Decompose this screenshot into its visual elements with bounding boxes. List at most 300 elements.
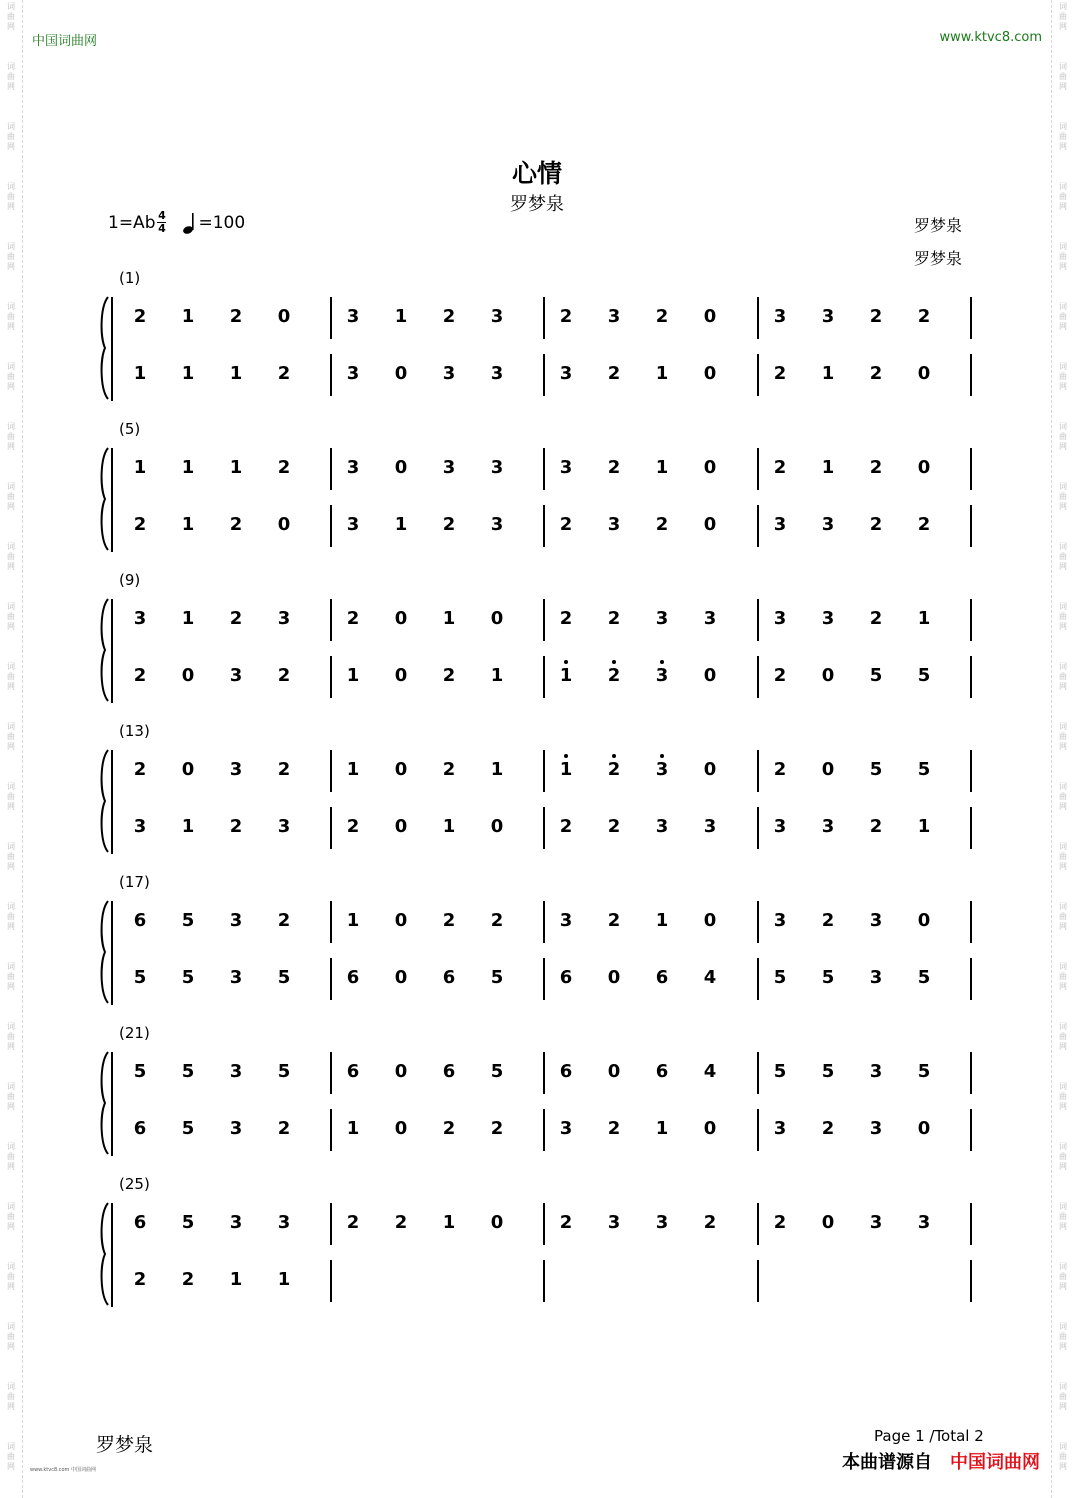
barline: [970, 807, 972, 849]
lower-staff-note: 5: [917, 967, 931, 988]
upper-staff-note: 2: [277, 910, 291, 931]
upper-staff-note: 0: [917, 457, 931, 478]
system-start-barline: [111, 448, 113, 552]
score-system: [0, 416, 1074, 556]
barline: [757, 599, 759, 641]
lower-staff-note: 3: [559, 1118, 573, 1139]
upper-staff-note: 6: [133, 1212, 147, 1233]
watermark-glyphs: 词 曲 网: [1059, 1082, 1067, 1111]
upper-staff-note: 3: [869, 1061, 883, 1082]
lower-staff-note: 3: [703, 816, 717, 837]
upper-staff-note: 3: [917, 1212, 931, 1233]
lower-staff-note: 5: [773, 967, 787, 988]
barline: [970, 958, 972, 1000]
upper-staff-note: 2: [917, 306, 931, 327]
score-system: [0, 869, 1074, 1009]
watermark-glyphs: 词 曲 网: [7, 842, 15, 871]
lower-staff-note: 5: [181, 1118, 195, 1139]
header-site-name[interactable]: 中国词曲网: [32, 34, 98, 49]
lower-staff-note: 3: [442, 363, 456, 384]
watermark-glyphs: 词 曲 网: [7, 1082, 15, 1111]
watermark-glyphs: 词 曲 网: [7, 722, 15, 751]
barline: [757, 448, 759, 490]
upper-staff-note: 3: [559, 910, 573, 931]
lower-staff-note: 2: [655, 514, 669, 535]
tempo-marking: =100: [198, 212, 246, 233]
lower-staff-note: 2: [821, 1118, 835, 1139]
score-system: [0, 1020, 1074, 1160]
lower-staff-note: 2: [869, 816, 883, 837]
barline: [330, 354, 332, 396]
upper-staff-note: 6: [655, 1061, 669, 1082]
upper-staff-note: 3: [869, 1212, 883, 1233]
lower-staff-note: 3: [773, 1118, 787, 1139]
score-system: [0, 567, 1074, 707]
lower-staff-note: 0: [394, 816, 408, 837]
watermark-glyphs: 词 曲 网: [7, 122, 15, 151]
lower-staff-note: 2: [607, 363, 621, 384]
watermark-glyphs: 词 曲 网: [7, 1022, 15, 1051]
lower-staff-note: 1: [490, 665, 504, 686]
watermark-glyphs: 词 曲 网: [1059, 602, 1067, 631]
lower-staff-note: 0: [703, 1118, 717, 1139]
upper-staff-note: 5: [277, 1061, 291, 1082]
barline: [970, 750, 972, 792]
lower-staff-note: 2: [277, 363, 291, 384]
watermark-glyphs: 词 曲 网: [7, 302, 15, 331]
upper-staff-note: 3: [229, 910, 243, 931]
watermark-glyphs: 词 曲 网: [7, 1382, 15, 1411]
lower-staff-note: 2: [773, 665, 787, 686]
barline: [757, 505, 759, 547]
barline: [970, 505, 972, 547]
lower-staff-note: 2: [181, 1269, 195, 1290]
lower-staff-note: 1: [442, 816, 456, 837]
lower-staff-note: 2: [607, 665, 621, 686]
watermark-glyphs: 词 曲 网: [7, 422, 15, 451]
upper-staff-note: 2: [655, 306, 669, 327]
watermark-glyphs: 词 曲 网: [1059, 422, 1067, 451]
lower-staff-note: 1: [133, 363, 147, 384]
lower-staff-note: 2: [277, 665, 291, 686]
measure-number: (9): [119, 571, 141, 589]
upper-staff-note: 0: [703, 306, 717, 327]
high-octave-dot: [612, 660, 616, 664]
upper-staff-note: 5: [773, 1061, 787, 1082]
watermark-glyphs: 词 曲 网: [7, 1262, 15, 1291]
barline: [757, 1109, 759, 1151]
upper-staff-note: 3: [607, 306, 621, 327]
watermark-glyphs: 词 曲 网: [7, 1142, 15, 1171]
lower-staff-note: 5: [869, 665, 883, 686]
upper-staff-note: 0: [821, 1212, 835, 1233]
lower-staff-note: 0: [394, 967, 408, 988]
lower-staff-note: 5: [277, 967, 291, 988]
header-site-url[interactable]: www.ktvc8.com: [939, 30, 1042, 45]
lower-staff-note: 1: [394, 514, 408, 535]
watermark-glyphs: 词 曲 网: [1059, 1142, 1067, 1171]
system-start-barline: [111, 599, 113, 703]
system-brace: [96, 446, 112, 552]
lower-staff-note: 2: [133, 1269, 147, 1290]
upper-staff-note: 2: [607, 608, 621, 629]
watermark-glyphs: 词 曲 网: [1059, 1322, 1067, 1351]
lower-staff-note: 1: [346, 1118, 360, 1139]
watermark-glyphs: 词 曲 网: [1059, 722, 1067, 751]
barline: [330, 901, 332, 943]
upper-staff-note: 2: [559, 306, 573, 327]
system-brace: [96, 597, 112, 703]
watermark-glyphs: 词 曲 网: [7, 2, 15, 31]
watermark-glyphs: 词 曲 网: [7, 782, 15, 811]
measure-number: (17): [119, 873, 150, 891]
upper-staff-note: 5: [133, 1061, 147, 1082]
lower-staff-note: 0: [703, 363, 717, 384]
upper-staff-note: 1: [655, 910, 669, 931]
upper-staff-note: 3: [821, 608, 835, 629]
lower-staff-note: 3: [490, 363, 504, 384]
lower-staff-note: 3: [773, 816, 787, 837]
watermark-glyphs: 词 曲 网: [1059, 242, 1067, 271]
barline: [543, 1109, 545, 1151]
upper-staff-note: 3: [655, 608, 669, 629]
lower-staff-note: 2: [773, 363, 787, 384]
high-octave-dot: [660, 660, 664, 664]
lower-staff-note: 3: [133, 816, 147, 837]
barline: [757, 958, 759, 1000]
barline: [543, 448, 545, 490]
lower-staff-note: 2: [346, 816, 360, 837]
lower-staff-note: 0: [917, 363, 931, 384]
score-system: [0, 265, 1074, 405]
system-brace: [96, 295, 112, 401]
system-brace: [96, 748, 112, 854]
barline: [330, 807, 332, 849]
system-start-barline: [111, 1052, 113, 1156]
barline: [543, 807, 545, 849]
lower-staff-note: 2: [869, 363, 883, 384]
lower-staff-note: 5: [181, 967, 195, 988]
lower-staff-note: 6: [442, 967, 456, 988]
lower-staff-note: 0: [490, 816, 504, 837]
barline: [543, 1052, 545, 1094]
barline: [757, 901, 759, 943]
lower-staff-note: 3: [229, 1118, 243, 1139]
lower-staff-note: 1: [655, 363, 669, 384]
lower-staff-note: 1: [181, 816, 195, 837]
time-signature-bottom: 4: [158, 222, 166, 235]
lower-staff-note: 3: [655, 665, 669, 686]
lower-staff-note: 0: [821, 665, 835, 686]
upper-staff-note: 1: [490, 759, 504, 780]
source-brand[interactable]: 中国词曲网: [950, 1452, 1040, 1473]
watermark-glyphs: 词 曲 网: [7, 362, 15, 391]
upper-staff-note: 2: [346, 608, 360, 629]
measure-number: (25): [119, 1175, 150, 1193]
upper-staff-note: 1: [655, 457, 669, 478]
upper-staff-note: 0: [490, 1212, 504, 1233]
upper-staff-note: 4: [703, 1061, 717, 1082]
lower-staff-note: 6: [655, 967, 669, 988]
barline: [757, 1052, 759, 1094]
upper-staff-note: 2: [442, 306, 456, 327]
score-system: [0, 1171, 1074, 1311]
upper-staff-note: 1: [821, 457, 835, 478]
upper-staff-note: 0: [394, 910, 408, 931]
lower-staff-note: 3: [869, 967, 883, 988]
barline: [330, 448, 332, 490]
watermark-glyphs: 词 曲 网: [1059, 542, 1067, 571]
key-signature: 1=Ab: [108, 212, 156, 233]
upper-staff-note: 3: [229, 759, 243, 780]
upper-staff-note: 3: [773, 910, 787, 931]
upper-staff-note: 2: [490, 910, 504, 931]
lower-staff-note: 2: [559, 816, 573, 837]
upper-staff-note: 1: [181, 306, 195, 327]
barline: [970, 1109, 972, 1151]
watermark-glyphs: 词 曲 网: [1059, 122, 1067, 151]
lower-staff-note: 2: [917, 514, 931, 535]
lower-staff-note: 3: [346, 363, 360, 384]
watermark-glyphs: 词 曲 网: [1059, 482, 1067, 511]
barline: [543, 958, 545, 1000]
song-subtitle: 罗梦泉: [510, 194, 564, 215]
watermark-glyphs: 词 曲 网: [1059, 302, 1067, 331]
watermark-glyphs: 词 曲 网: [1059, 662, 1067, 691]
upper-staff-note: 0: [181, 759, 195, 780]
barline: [543, 354, 545, 396]
upper-staff-note: 5: [869, 759, 883, 780]
lower-staff-note: 0: [394, 1118, 408, 1139]
upper-staff-note: 3: [277, 608, 291, 629]
watermark-glyphs: 词 曲 网: [1059, 62, 1067, 91]
upper-staff-note: 5: [181, 1061, 195, 1082]
system-brace: [96, 899, 112, 1005]
measure-number: (5): [119, 420, 141, 438]
lower-staff-note: 2: [607, 1118, 621, 1139]
lower-staff-note: 1: [181, 363, 195, 384]
lower-staff-note: 5: [490, 967, 504, 988]
upper-staff-note: 0: [821, 759, 835, 780]
lower-staff-note: 2: [869, 514, 883, 535]
upper-staff-note: 1: [181, 457, 195, 478]
upper-staff-note: 1: [133, 457, 147, 478]
lower-staff-note: 2: [607, 816, 621, 837]
upper-staff-note: 5: [821, 1061, 835, 1082]
upper-staff-note: 1: [559, 759, 573, 780]
barline: [757, 656, 759, 698]
upper-staff-note: 0: [394, 608, 408, 629]
upper-staff-note: 5: [181, 1212, 195, 1233]
upper-staff-note: 1: [394, 306, 408, 327]
upper-staff-note: 0: [277, 306, 291, 327]
upper-staff-note: 3: [229, 1061, 243, 1082]
watermark-glyphs: 词 曲 网: [1059, 1202, 1067, 1231]
upper-staff-note: 2: [229, 306, 243, 327]
upper-staff-note: 0: [394, 759, 408, 780]
upper-staff-note: 5: [490, 1061, 504, 1082]
lower-staff-note: 1: [821, 363, 835, 384]
watermark-glyphs: 词 曲 网: [1059, 782, 1067, 811]
watermark-glyphs: 词 曲 网: [1059, 2, 1067, 31]
lower-staff-note: 2: [559, 514, 573, 535]
lower-staff-note: 2: [229, 816, 243, 837]
upper-staff-note: 2: [394, 1212, 408, 1233]
measure-number: (21): [119, 1024, 150, 1042]
upper-staff-note: 3: [346, 306, 360, 327]
lower-staff-note: 3: [277, 816, 291, 837]
upper-staff-note: 3: [229, 1212, 243, 1233]
watermark-glyphs: 词 曲 网: [7, 62, 15, 91]
upper-staff-note: 0: [703, 759, 717, 780]
watermark-glyphs: 词 曲 网: [7, 962, 15, 991]
barline: [543, 901, 545, 943]
high-octave-dot: [564, 754, 568, 758]
measure-number: (13): [119, 722, 150, 740]
lower-staff-note: 2: [133, 514, 147, 535]
lower-staff-note: 3: [655, 816, 669, 837]
key-signature-line: [108, 210, 245, 235]
upper-staff-note: 0: [703, 457, 717, 478]
upper-staff-note: 6: [559, 1061, 573, 1082]
upper-staff-note: 3: [821, 306, 835, 327]
watermark-glyphs: 词 曲 网: [7, 542, 15, 571]
score-system: [0, 718, 1074, 858]
lower-staff-note: 2: [133, 665, 147, 686]
watermark-glyphs: 词 曲 网: [7, 182, 15, 211]
upper-staff-note: 2: [442, 759, 456, 780]
lower-staff-note: 3: [229, 665, 243, 686]
upper-staff-note: 2: [133, 759, 147, 780]
lower-staff-note: 1: [917, 816, 931, 837]
upper-staff-note: 0: [607, 1061, 621, 1082]
lower-staff-note: 1: [559, 665, 573, 686]
upper-staff-note: 1: [229, 457, 243, 478]
barline: [330, 599, 332, 641]
upper-staff-note: 1: [442, 608, 456, 629]
upper-staff-note: 3: [655, 1212, 669, 1233]
upper-staff-note: 0: [394, 457, 408, 478]
footer-composer: 罗梦泉: [96, 1434, 154, 1456]
upper-staff-note: 2: [773, 457, 787, 478]
upper-staff-note: 2: [821, 910, 835, 931]
song-title: 心情: [511, 159, 562, 188]
barline: [330, 297, 332, 339]
lower-staff-note: 1: [181, 514, 195, 535]
barline: [970, 599, 972, 641]
lower-staff-note: 5: [821, 967, 835, 988]
upper-staff-note: 5: [917, 759, 931, 780]
system-start-barline: [111, 1203, 113, 1307]
lower-staff-note: 0: [394, 363, 408, 384]
upper-staff-note: 1: [346, 910, 360, 931]
upper-staff-note: 3: [703, 608, 717, 629]
tiny-url: www.ktvc8.com 中国词曲网: [30, 1467, 97, 1473]
lower-staff-note: 1: [229, 363, 243, 384]
lower-staff-note: 0: [703, 665, 717, 686]
barline: [757, 297, 759, 339]
watermark-glyphs: 词 曲 网: [1059, 962, 1067, 991]
upper-staff-note: 3: [277, 1212, 291, 1233]
barline: [543, 505, 545, 547]
lyricist-credit: 罗梦泉: [913, 216, 962, 235]
high-octave-dot: [612, 754, 616, 758]
upper-staff-note: 3: [442, 457, 456, 478]
barline: [330, 750, 332, 792]
barline: [757, 354, 759, 396]
barline: [970, 354, 972, 396]
barline: [970, 1260, 972, 1302]
high-octave-dot: [660, 754, 664, 758]
upper-staff-note: 3: [869, 910, 883, 931]
lower-staff-note: 3: [559, 363, 573, 384]
barline: [543, 656, 545, 698]
lower-staff-note: 1: [655, 1118, 669, 1139]
system-brace: [96, 1201, 112, 1307]
barline: [330, 505, 332, 547]
watermark-glyphs: 词 曲 网: [7, 902, 15, 931]
lower-staff-note: 1: [346, 665, 360, 686]
upper-staff-note: 6: [442, 1061, 456, 1082]
upper-staff-note: 0: [490, 608, 504, 629]
lower-staff-note: 2: [277, 1118, 291, 1139]
barline: [757, 750, 759, 792]
lower-staff-note: 2: [442, 514, 456, 535]
watermark-glyphs: 词 曲 网: [1059, 1262, 1067, 1291]
lower-staff-note: 1: [229, 1269, 243, 1290]
watermark-glyphs: 词 曲 网: [1059, 1442, 1067, 1471]
upper-staff-note: 0: [917, 910, 931, 931]
lower-staff-note: 3: [346, 514, 360, 535]
watermark-glyphs: 词 曲 网: [7, 1322, 15, 1351]
system-start-barline: [111, 297, 113, 401]
lower-staff-note: 0: [703, 514, 717, 535]
upper-staff-note: 2: [277, 457, 291, 478]
lower-staff-note: 3: [490, 514, 504, 535]
system-start-barline: [111, 750, 113, 854]
watermark-glyphs: 词 曲 网: [1059, 902, 1067, 931]
lower-staff-note: 0: [917, 1118, 931, 1139]
upper-staff-note: 2: [607, 759, 621, 780]
lower-staff-note: 6: [559, 967, 573, 988]
barline: [757, 807, 759, 849]
watermark-glyphs: 词 曲 网: [7, 1202, 15, 1231]
system-brace: [96, 1050, 112, 1156]
upper-staff-note: 2: [869, 608, 883, 629]
time-signature-top: 4: [158, 209, 166, 222]
lower-staff-note: 5: [917, 665, 931, 686]
barline: [543, 297, 545, 339]
lower-staff-note: 0: [181, 665, 195, 686]
upper-staff-note: 3: [346, 457, 360, 478]
composer-credit: 罗梦泉: [913, 249, 962, 268]
lower-staff-note: 2: [490, 1118, 504, 1139]
upper-staff-note: 2: [559, 608, 573, 629]
page-indicator: Page 1 /Total 2: [874, 1427, 984, 1445]
barline: [970, 297, 972, 339]
watermark-glyphs: 词 曲 网: [1059, 1022, 1067, 1051]
upper-staff-note: 6: [133, 910, 147, 931]
watermark-glyphs: 词 曲 网: [7, 482, 15, 511]
time-signature: [157, 210, 166, 235]
barline: [757, 1260, 759, 1302]
barline: [330, 958, 332, 1000]
upper-staff-note: 5: [181, 910, 195, 931]
lower-staff-note: 0: [394, 665, 408, 686]
watermark-glyphs: 词 曲 网: [1059, 1382, 1067, 1411]
lower-staff-note: 4: [703, 967, 717, 988]
barline: [330, 1109, 332, 1151]
